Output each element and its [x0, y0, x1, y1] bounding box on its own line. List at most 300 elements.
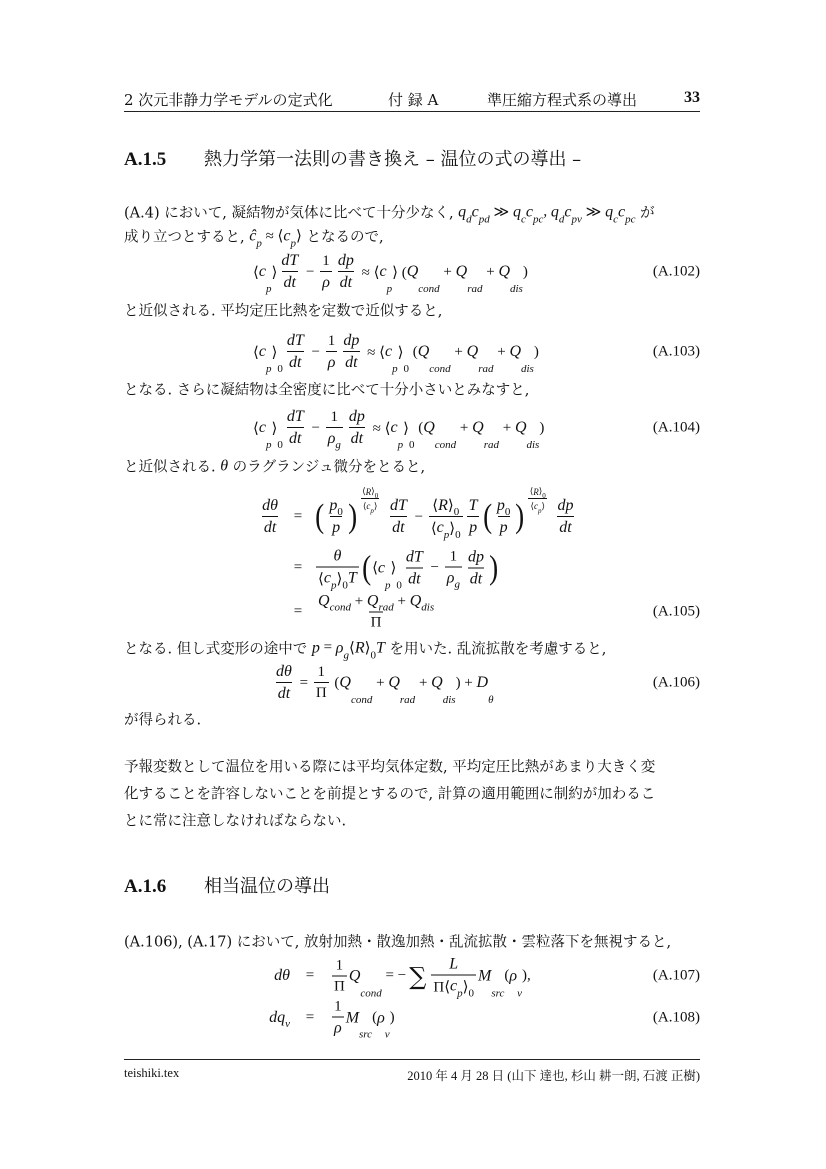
fraction-denominator	[343, 351, 359, 372]
section-number: A.1.6	[124, 876, 167, 897]
math-subscript: dis	[421, 601, 435, 614]
math-symbol: R	[354, 639, 365, 656]
math-roman: ⟨	[362, 501, 367, 511]
math-subscript: p	[537, 507, 542, 515]
math-symbol: q	[605, 203, 614, 220]
math-fraction	[336, 252, 356, 292]
math-symbol: dp	[467, 548, 484, 565]
text-run: と近似される. 平均定圧比熱を定数で近似すると,	[124, 303, 443, 320]
math-symbol: c	[366, 501, 371, 511]
fraction-denominator	[326, 351, 338, 372]
math-symbol: dt	[469, 570, 483, 587]
math-fraction	[445, 548, 462, 591]
math-subscript: v	[517, 987, 522, 1000]
math-symbol: dt	[289, 430, 302, 447]
math-symbol: dt	[392, 519, 405, 536]
math-fraction	[327, 497, 345, 537]
math-roman: )	[533, 343, 539, 360]
text-run: のラグランジュ微分をとると,	[228, 459, 426, 476]
math-symbol: c	[384, 343, 393, 360]
math-subscript: src	[359, 1028, 373, 1041]
math-symbol: c	[258, 343, 266, 360]
math-subscript: p	[397, 439, 404, 451]
fraction-numerator	[316, 664, 328, 682]
math-subscript: g	[454, 578, 460, 591]
math-roman: +	[350, 593, 367, 610]
math-symbol: p	[311, 639, 320, 656]
math-symbol: Q	[498, 263, 510, 280]
equation-number: (A.104)	[652, 419, 700, 436]
math-subscript: cond	[350, 694, 373, 706]
equation	[253, 252, 528, 295]
fraction-denominator	[498, 516, 510, 537]
fraction-numerator	[327, 497, 345, 516]
fraction-numerator	[285, 408, 306, 427]
fraction-numerator	[447, 956, 460, 975]
fraction-numerator	[528, 486, 548, 498]
math-roman: 1	[317, 664, 325, 680]
math-roman: ⟩	[336, 571, 343, 588]
math-roman: −	[307, 419, 324, 436]
fraction-numerator	[316, 593, 436, 612]
math-subscript: dis	[510, 283, 523, 295]
fraction-numerator	[360, 486, 380, 498]
math-subscript: 0	[504, 506, 511, 518]
math-roman: ⟨	[348, 640, 355, 657]
text-run: となる. さらに凝結物は全密度に比べて十分小さいとみなすと,	[124, 382, 530, 399]
math-symbol: Q	[455, 263, 468, 280]
math-symbol: q	[550, 203, 559, 220]
math-subscript: g	[343, 649, 349, 662]
math-subscript: d	[466, 213, 472, 226]
math-roman: +	[482, 263, 499, 280]
math-roman: −	[410, 508, 427, 525]
math-roman: ⟩	[296, 228, 302, 245]
math-symbol: dT	[286, 332, 304, 349]
fraction-numerator	[260, 497, 280, 516]
fraction-denominator	[330, 516, 342, 537]
text-run: とに常に注意しなければならない.	[124, 813, 347, 830]
equation-number: (A.102)	[652, 263, 700, 280]
equation-relation: =	[305, 967, 315, 984]
math-roman: (	[414, 419, 424, 436]
fraction-numerator	[448, 549, 460, 567]
text-line	[124, 709, 201, 730]
math-fraction	[274, 663, 294, 703]
math-fraction	[285, 332, 306, 372]
fraction-numerator	[347, 408, 367, 427]
fraction-numerator	[495, 497, 513, 516]
math-symbol: Q	[406, 263, 419, 280]
math-roman: ⟨	[318, 571, 324, 588]
math-subscript: dis	[526, 439, 540, 451]
math-subscript: p	[457, 987, 463, 1000]
math-subscript: 0	[342, 579, 348, 592]
math-symbol: c	[471, 203, 479, 220]
math-subscript: 0	[468, 987, 475, 1000]
math-symbol: dT	[405, 548, 423, 565]
math-subscript: pc	[625, 213, 636, 226]
text-run: を用いた. 乱流拡散を考慮すると,	[384, 641, 607, 658]
math-roman: ⟩	[541, 501, 545, 511]
math-symbol: R	[365, 487, 372, 497]
math-fraction	[326, 408, 343, 451]
fraction-denominator	[282, 271, 298, 292]
equation-relation: =	[293, 508, 303, 525]
math-roman: ⟨	[362, 486, 366, 496]
math-subscript: p	[290, 237, 297, 250]
math-fraction	[314, 664, 329, 702]
math-symbol: ρ	[322, 273, 330, 291]
math-symbol: p	[496, 497, 505, 514]
fraction-denominator	[349, 427, 365, 448]
math-symbol: c	[258, 263, 266, 280]
math-roman: ⟩	[390, 560, 397, 577]
fraction-denominator	[287, 427, 303, 448]
math-roman: ⟩	[538, 486, 543, 496]
equation-relation: =	[305, 1009, 315, 1026]
math-fraction	[360, 486, 380, 515]
math-large-paren: )	[347, 498, 358, 535]
fraction-numerator	[279, 252, 300, 271]
math-symbol: c	[533, 501, 538, 511]
math-fraction	[341, 332, 361, 372]
math-fraction	[555, 497, 575, 537]
math-fraction	[467, 497, 480, 537]
math-fraction	[528, 486, 548, 515]
math-roman: −	[426, 559, 443, 576]
math-subscript: c	[520, 213, 526, 226]
section-title: 相当温位の導出	[204, 876, 330, 897]
math-fraction	[466, 548, 486, 588]
fraction-denominator	[429, 516, 463, 541]
math-fraction	[431, 955, 476, 1000]
text-run: となる. 但し式変形の途中で	[124, 641, 312, 658]
math-symbol: ρ	[446, 569, 455, 587]
math-roman: ⟩ (	[392, 264, 407, 281]
math-subscript: v	[285, 1018, 290, 1030]
math-symbol: dT	[286, 408, 304, 425]
math-symbol: dt	[559, 519, 572, 536]
fraction-denominator	[557, 516, 573, 537]
fraction-denominator	[338, 271, 354, 292]
math-roman: ⟩	[373, 501, 378, 511]
math-roman: (	[504, 967, 510, 984]
text-line	[124, 783, 700, 804]
fraction-denominator	[276, 682, 292, 703]
math-roman: 1	[327, 332, 336, 349]
math-roman: ⟨	[530, 501, 534, 511]
math-roman: Π⟨	[433, 979, 451, 996]
math-subscript: cond	[418, 283, 440, 295]
equation-rhs	[314, 547, 499, 592]
math-symbol: p	[329, 497, 338, 514]
math-subscript: v	[384, 1028, 390, 1041]
fraction-denominator	[332, 975, 347, 995]
fraction-denominator	[369, 612, 384, 632]
math-roman	[550, 509, 554, 526]
running-header-appendix-label: 付 録 A	[388, 91, 439, 109]
text-line	[124, 226, 384, 250]
math-symbol: R	[438, 497, 448, 514]
math-subscript: 0	[542, 492, 546, 500]
math-symbol: Q	[409, 592, 422, 610]
footer-rule	[124, 1059, 700, 1060]
math-subscript: 0	[408, 439, 415, 451]
text-run: (A.4) において, 凝結物が気体に比べて十分少なく,	[124, 205, 459, 222]
math-superscript	[526, 486, 550, 515]
fraction-numerator	[332, 999, 344, 1017]
fraction-numerator	[336, 252, 356, 271]
math-fraction	[404, 548, 425, 588]
math-roman: −	[302, 263, 319, 280]
equation	[272, 663, 494, 706]
math-subscript: rad	[478, 363, 494, 375]
fraction-numerator	[467, 497, 480, 516]
math-roman: +	[439, 263, 456, 280]
text-run: と近似される.	[124, 459, 221, 476]
math-roman: (	[330, 674, 340, 691]
math-subscript: p	[443, 529, 450, 541]
math-symbol: Q	[431, 674, 443, 691]
math-symbol: dp	[348, 408, 365, 425]
math-symbol: θ	[333, 547, 342, 565]
math-fraction	[332, 957, 347, 995]
math-subscript: p	[265, 283, 272, 295]
math-large-paren: )	[489, 549, 499, 586]
math-roman: ≈ ⟨	[368, 420, 391, 437]
math-subscript: p	[265, 439, 272, 451]
text-run: (A.106), (A.17) において, 放射加熱・散逸加熱・乱流拡散・雲粒落下を無視すると,	[124, 934, 672, 951]
math-large-paren: (	[482, 498, 492, 535]
math-subscript: dis	[521, 363, 534, 375]
fraction-numerator	[329, 409, 341, 427]
math-roman: ⟩	[397, 344, 404, 361]
text-run: が得られる.	[124, 712, 202, 729]
math-symbol: Q	[423, 419, 435, 436]
fraction-denominator	[314, 682, 329, 702]
math-symbol: ρ	[327, 429, 336, 447]
text-run: が	[635, 205, 655, 222]
math-subscript: cond	[329, 601, 351, 614]
fraction-denominator	[326, 427, 343, 451]
math-roman: ⟨	[372, 560, 378, 577]
math-roman: ⟩	[271, 264, 278, 281]
math-roman: 1	[449, 548, 458, 565]
math-subscript: p	[386, 283, 393, 295]
math-symbol: ρ	[327, 353, 336, 371]
math-roman: ⟨	[253, 264, 259, 281]
math-subscript: rad	[467, 283, 483, 295]
math-symbol: dt	[283, 274, 296, 291]
math-symbol: Q	[318, 592, 330, 610]
text-line	[124, 810, 346, 831]
math-symbol: θ	[220, 457, 229, 474]
math-symbol: Q	[366, 592, 379, 610]
math-subscript: src	[491, 987, 505, 1000]
math-subscript: 0	[396, 579, 402, 592]
math-subscript: 0	[277, 439, 283, 451]
math-roman: ,	[543, 203, 551, 220]
math-large-paren: (	[315, 498, 325, 535]
page-number: 33	[684, 89, 700, 106]
math-symbol: c	[323, 569, 331, 587]
math-symbol: T	[347, 569, 357, 587]
fraction-denominator	[467, 516, 479, 537]
math-subscript: pc	[532, 213, 544, 226]
math-roman	[382, 509, 386, 526]
section-number: A.1.5	[124, 149, 167, 170]
text-line	[124, 456, 425, 477]
math-roman: ≫	[489, 204, 513, 221]
math-symbol: ρ	[334, 1019, 342, 1037]
math-roman: ⟩	[449, 521, 456, 537]
fraction-numerator	[334, 957, 346, 975]
math-subscript: θ	[488, 694, 494, 706]
math-fraction	[285, 408, 306, 448]
math-symbol: L	[449, 955, 459, 973]
math-symbol: M	[478, 967, 492, 984]
equation-lhs	[274, 967, 290, 985]
math-roman: = −	[381, 967, 407, 984]
math-fraction	[260, 497, 280, 537]
math-roman: 1	[335, 957, 344, 973]
math-symbol: Q	[417, 343, 430, 360]
equation-number: (A.105)	[652, 603, 700, 620]
fraction-numerator	[466, 548, 486, 567]
equation-number: (A.103)	[652, 343, 700, 360]
math-symbol: ρ	[509, 967, 518, 984]
math-fraction	[279, 252, 300, 292]
math-roman: 1	[322, 252, 330, 269]
math-roman: +	[498, 419, 515, 436]
math-roman: )	[389, 1009, 395, 1026]
fraction-denominator	[445, 567, 462, 591]
math-summation: ∑	[409, 962, 427, 990]
math-subscript: 0	[374, 492, 379, 500]
equation-number: (A.107)	[652, 967, 700, 984]
fraction-denominator	[320, 271, 332, 292]
math-symbol: Q	[339, 674, 351, 691]
math-roman: Π	[315, 685, 327, 701]
math-symbol: dθ	[274, 967, 290, 984]
math-symbol: Q	[348, 967, 361, 984]
math-symbol: Q	[472, 419, 484, 436]
equation-number: (A.108)	[652, 1009, 700, 1026]
equation-rhs	[314, 593, 438, 632]
math-subscript: d	[558, 213, 565, 226]
math-symbol: ĉ	[249, 227, 257, 244]
math-symbol: Q	[514, 419, 527, 436]
math-subscript: p	[330, 579, 337, 592]
math-subscript: p	[256, 237, 262, 250]
math-subscript: 0	[337, 506, 343, 518]
math-roman: −	[307, 343, 324, 360]
math-roman: ⟨	[430, 521, 437, 537]
math-symbol: M	[345, 1009, 360, 1026]
math-roman: ⟨	[529, 486, 534, 496]
header-rule	[124, 111, 700, 112]
math-symbol: dt	[408, 570, 421, 587]
math-superscript	[358, 486, 382, 515]
math-subscript: p	[392, 363, 398, 375]
equation-rhs	[330, 998, 395, 1041]
fraction-numerator	[320, 253, 332, 271]
equation-relation: =	[293, 559, 303, 576]
fraction-numerator	[326, 333, 338, 351]
math-roman: +	[415, 674, 432, 691]
math-symbol: q	[512, 203, 521, 220]
math-symbol: Q	[388, 674, 400, 691]
section-title: 熱力学第一法則の書き換え – 温位の式の導出 –	[204, 149, 582, 170]
fraction-numerator	[341, 332, 361, 351]
fraction-numerator	[285, 332, 306, 351]
math-subscript: pv	[571, 213, 582, 226]
math-symbol: ρ	[377, 1009, 385, 1026]
text-line	[124, 638, 607, 662]
fraction-denominator	[528, 498, 547, 515]
math-large-paren: )	[515, 498, 525, 535]
math-symbol: Q	[466, 343, 479, 360]
math-roman: ⟩	[364, 640, 371, 657]
running-header-appendix-title: 準圧縮方程式系の導出	[487, 91, 638, 109]
fraction-denominator	[332, 1017, 344, 1038]
math-subscript: 0	[370, 649, 376, 662]
math-symbol: dt	[339, 274, 353, 291]
text-line	[124, 202, 655, 226]
math-roman: )	[522, 263, 528, 280]
text-run: 成り立つとすると,	[124, 229, 250, 246]
math-symbol: R	[533, 487, 539, 497]
math-symbol: dt	[277, 685, 291, 702]
fraction-numerator	[404, 548, 425, 567]
math-symbol: dT	[389, 497, 407, 514]
footer-filename: teishiki.tex	[124, 1066, 180, 1080]
text-line	[124, 300, 442, 321]
equation-lhs	[258, 497, 282, 537]
fraction-numerator	[274, 663, 294, 682]
fraction-denominator	[361, 498, 380, 515]
math-fraction	[429, 496, 463, 541]
math-subscript: dis	[442, 694, 456, 706]
math-subscript: rad	[399, 694, 416, 706]
fraction-denominator	[431, 975, 476, 1000]
math-roman: +	[393, 593, 410, 610]
math-roman: ≫	[581, 204, 606, 221]
math-roman: (	[372, 1009, 378, 1026]
equation-rhs	[330, 955, 531, 1000]
fraction-denominator	[390, 516, 406, 537]
math-symbol: dt	[350, 430, 364, 447]
math-roman: 1	[334, 998, 342, 1015]
math-roman: ) +	[455, 674, 477, 691]
math-roman: +	[450, 343, 467, 360]
text-line	[124, 756, 700, 777]
math-roman: Π	[334, 978, 345, 994]
math-subscript: cond	[429, 363, 451, 375]
math-roman: (	[408, 343, 418, 360]
math-symbol: c	[390, 419, 398, 436]
math-subscript: cond	[434, 439, 457, 451]
fraction-numerator	[555, 497, 575, 516]
math-roman: =	[319, 639, 336, 656]
math-roman: ≈ ⟨	[261, 228, 284, 245]
fraction-denominator	[468, 567, 484, 588]
math-roman: ⟩	[271, 420, 278, 437]
math-roman: 1	[330, 408, 339, 425]
math-roman: =	[295, 674, 312, 691]
math-symbol: dt	[289, 354, 302, 371]
